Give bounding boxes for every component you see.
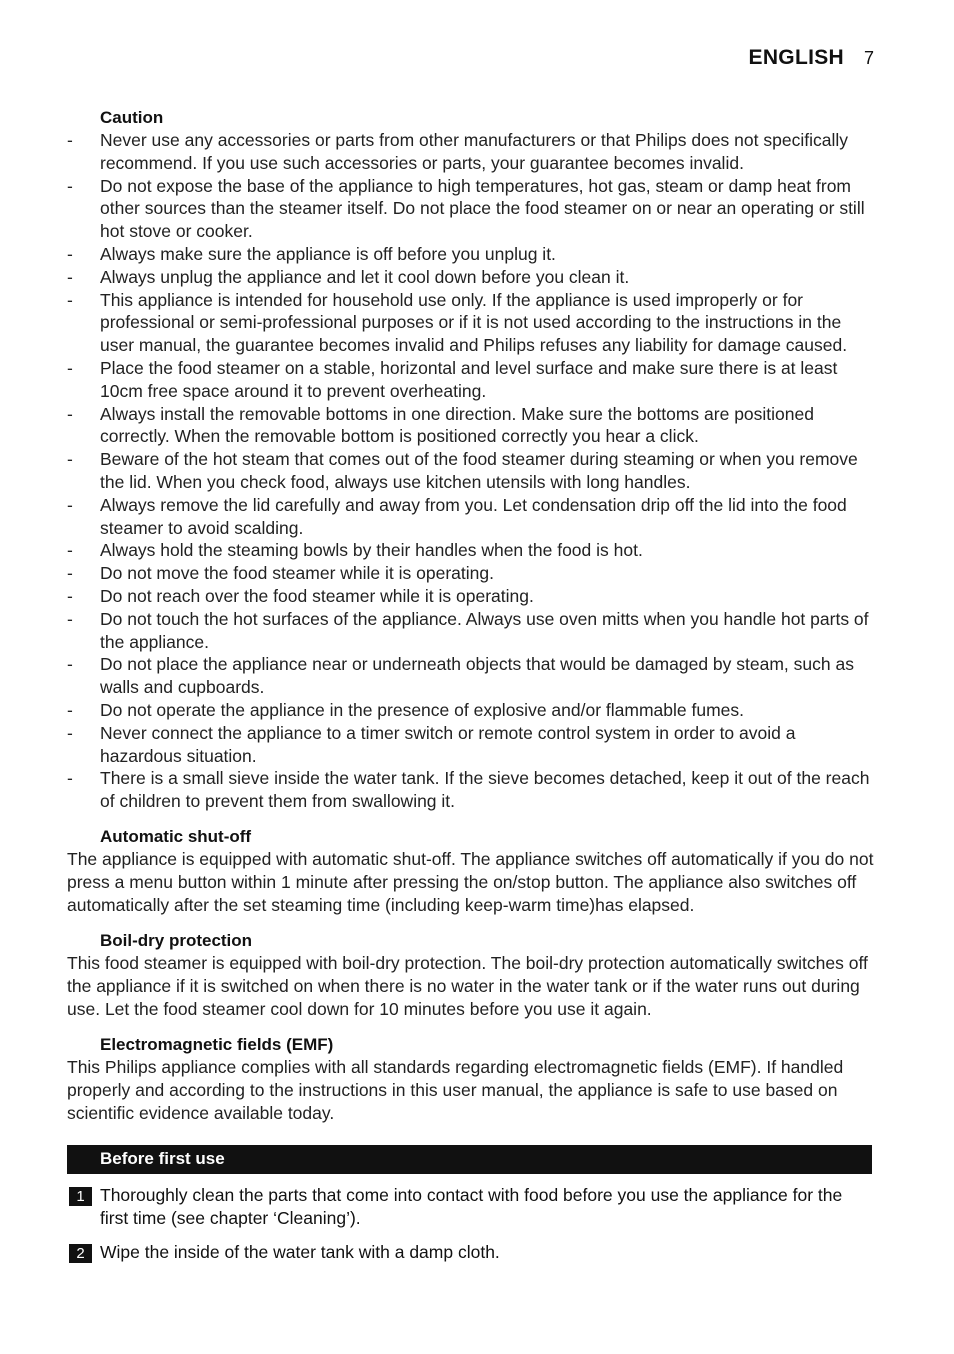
language-label: ENGLISH [748,46,844,69]
list-item: - Never connect the appliance to a timer switch or remote control system in order to avoid a hazardous situation. [67,722,796,766]
list-item: - Always hold the steaming bowls by their handles when the food is hot. [67,540,643,561]
list-item: - Do not expose the base of the appliance to high temperatures, hot gas, steam or damp heat from other sources than the steamer itself. Do not place the food steamer on or near an operating or still hot stove or cooker. [67,175,865,242]
list-item: - Place the food steamer on a stable, horizontal and level surface and make sure there is at least 10cm free space around it to prevent overheating. [67,357,838,401]
page-number: 7 [863,48,874,68]
list-item: - Do not place the appliance near or underneath objects that would be damaged by steam, such as walls and cupboards. [67,654,854,698]
page-header [749,46,874,70]
emf-heading: Electromagnetic fields (EMF) [100,1034,334,1054]
list-item: - There is a small sieve inside the water tank. If the sieve becomes detached, keep it out of the reach of children to prevent them from swallowing it. [67,768,870,812]
boildry-heading: Boil-dry protection [100,930,253,950]
list-item: - Always make sure the appliance is off before you unplug it. [67,243,556,264]
shutoff-text: The appliance is equipped with automatic shut-off. The appliance switches off automatically if you do not press a menu button within 1 minute after pressing the on/stop button. The appliance also switches off automatically after the set steaming time (including keep-warm time)has elapsed. [67,848,874,915]
emf-text: This Philips appliance complies with all standards regarding electromagnetic fields (EMF). If handled properly and according to the instructions in this user manual, the appliance is safe to use based on scientific evidence available today. [67,1056,844,1123]
page-content [67,106,875,1264]
step-number-badge: 1 [69,1187,92,1206]
step-item [67,1184,875,1230]
list-item: - This appliance is intended for household use only. If the appliance is used improperly or for professional or semi-professional purposes or if it is not used according to the instructions in the user manual, the guarantee becomes invalid and Philips refuses any liability for damage caused. [67,289,848,356]
caution-heading: Caution [100,108,164,127]
step-number-badge: 2 [69,1244,92,1263]
boildry-text: This food steamer is equipped with boil-dry protection. The boil-dry protection automatically switches off the appliance if it is switched on when there is no water in the water tank or if the water runs out during use. Let the food steamer cool down for 10 minutes before you use it again. [67,952,868,1019]
step-item [67,1241,875,1264]
list-item: - Always unplug the appliance and let it cool down before you clean it. [67,266,630,287]
list-item: - Do not reach over the food steamer while it is operating. [67,585,534,606]
list-item: - Do not touch the hot surfaces of the appliance. Always use oven mitts when you handle hot parts of the appliance. [67,608,869,652]
shutoff-heading: Automatic shut-off [100,826,252,846]
step-text: Thoroughly clean the parts that come into contact with food before you use the appliance for the first time (see chapter ‘Cleaning’). [100,1184,843,1228]
caution-list [67,129,875,813]
list-item: - Do not move the food steamer while it is operating. [67,563,494,584]
section-title: Before first use [100,1149,225,1169]
list-item: - Do not operate the appliance in the presence of explosive and/or flammable fumes. [67,699,744,720]
list-item: - Always install the removable bottoms in one direction. Make sure the bottoms are positioned correctly. When the removable bottom is positioned correctly you hear a click. [67,403,814,447]
step-text: Wipe the inside of the water tank with a damp cloth. [100,1241,500,1262]
list-item: - Always remove the lid carefully and away from you. Let condensation drip off the lid into the food steamer to avoid scalding. [67,494,847,538]
list-item: - Never use any accessories or parts from other manufacturers or that Philips does not specifically recommend. If you use such accessories or parts, your guarantee becomes invalid. [67,130,848,173]
list-item: - Beware of the hot steam that comes out of the food steamer during steaming or when you remove the lid. When you check food, always use kitchen utensils with long handles. [67,449,858,492]
section-bar-before-first-use [67,1145,872,1174]
